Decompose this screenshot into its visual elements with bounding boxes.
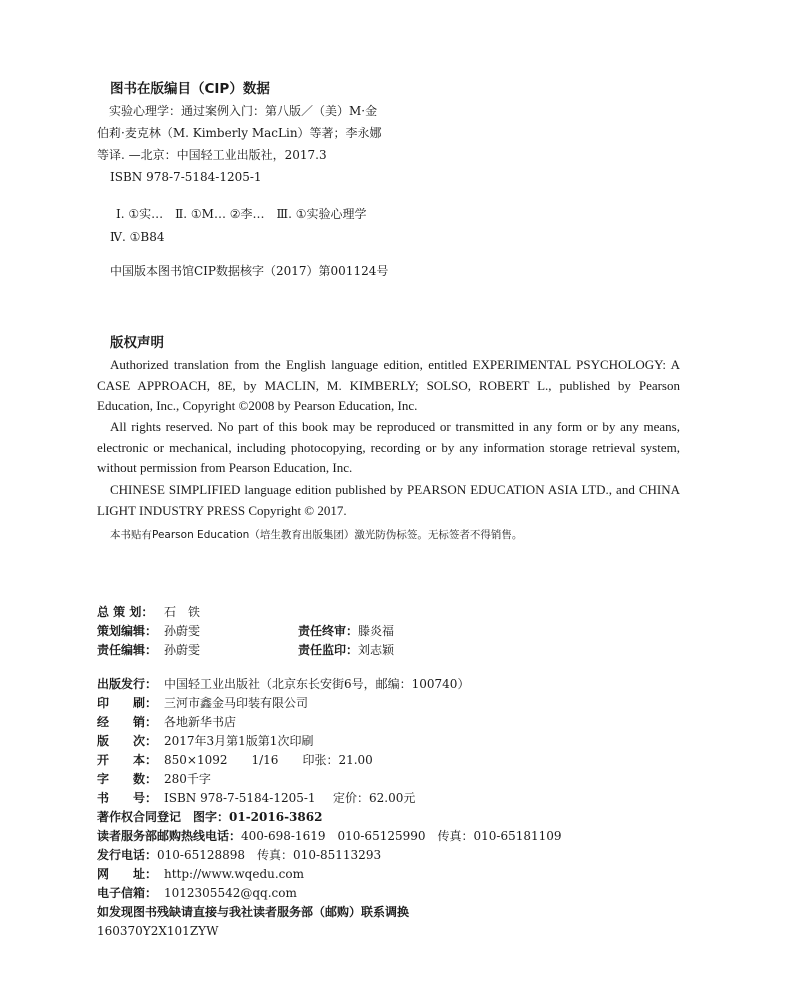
credit-planner-label: 总 策 划： bbox=[97, 605, 154, 619]
pub-email-value: 1012305542@qq.com bbox=[164, 886, 297, 900]
cip-line-1: 实验心理学：通过案例入门：第八版／（美）M·金 bbox=[109, 104, 378, 118]
cip-classification-2: Ⅳ. ①B84 bbox=[110, 230, 165, 244]
pub-contract: 著作权合同登记 图字：01-2016-3862 bbox=[97, 810, 323, 824]
pub-dist-label: 经 销： bbox=[97, 715, 158, 729]
pub-words-label: 字 数： bbox=[97, 772, 158, 786]
pub-dist-value: 各地新华书店 bbox=[164, 715, 237, 729]
pub-edition bbox=[97, 732, 313, 750]
pub-print-label: 印 刷： bbox=[97, 696, 158, 710]
pub-publisher-value: 中国轻工业出版社（北京东长安街6号，邮编：100740） bbox=[164, 677, 470, 691]
pub-format-value: 850×1092 1/16 印张：21.00 bbox=[164, 753, 373, 767]
copyright-paragraph-2: All rights reserved. No part of this book may be reproduced or transmitted in any form or by any means, electronic or mechanical, including photocopying, recording or by any information storage retrieval system, without permission from Pearson Education, Inc. bbox=[97, 419, 680, 475]
credit-resp-editor bbox=[97, 641, 200, 659]
pub-format-label: 开 本： bbox=[97, 753, 158, 767]
pub-isbn-label: 书 号： bbox=[97, 791, 158, 805]
credit-supervisor bbox=[298, 641, 394, 659]
pub-email bbox=[97, 884, 297, 902]
credit-plan-editor bbox=[97, 622, 200, 640]
pub-reader-value: 400-698-1619 010-65125990 传真：010-65181109 bbox=[241, 829, 562, 843]
cip-heading: 图书在版编目（CIP）数据 bbox=[110, 81, 270, 97]
cip-classification-1: Ⅰ. ①实… Ⅱ. ①M… ②李… Ⅲ. ①实验心理学 bbox=[116, 207, 367, 221]
pub-publisher bbox=[97, 675, 469, 693]
copyright-paragraph-3: CHINESE SIMPLIFIED language edition published by PEARSON EDUCATION ASIA LTD., and CHINA LIGHT INDUSTRY PRESS Copyright © 2017. bbox=[97, 482, 680, 518]
pub-words bbox=[97, 770, 211, 788]
pub-dist bbox=[97, 713, 236, 731]
copyright-heading: 版权声明 bbox=[110, 335, 164, 351]
cip-isbn: ISBN 978-7-5184-1205-1 bbox=[110, 170, 262, 184]
pub-code: 160370Y2X101ZYW bbox=[97, 924, 219, 938]
credit-supervisor-value: 刘志颖 bbox=[358, 643, 395, 657]
pub-web-label: 网 址： bbox=[97, 867, 158, 881]
pub-defect-notice: 如发现图书残缺请直接与我社读者服务部（邮购）联系调换 bbox=[97, 905, 410, 919]
credit-planner bbox=[97, 603, 200, 621]
anti-counterfeit-notice: 本书贴有Pearson Education（培生教育出版集团）激光防伪标签。无标签者不得销售。 bbox=[110, 529, 523, 541]
credit-final-review bbox=[298, 622, 394, 640]
credit-final-review-label: 责任终审： bbox=[298, 624, 359, 638]
pub-price: 定价：62.00元 bbox=[333, 791, 416, 805]
pub-sales-value: 010-65128898 传真：010-85113293 bbox=[157, 848, 382, 862]
pub-web bbox=[97, 865, 304, 883]
copyright-paragraph-1: Authorized translation from the English language edition, entitled EXPERIMENTAL PSYCHOLOGY: A CASE APPROACH, 8E, by MACLIN, M. KIMBERLY; SOLSO, ROBERT L., published by Pearson Education, Inc., Copyright ©2008 by Pearson Education, Inc. bbox=[97, 357, 680, 413]
cip-line-2: 伯莉·麦克林（M. Kimberly MacLin）等著；李永娜 bbox=[97, 126, 382, 140]
pub-words-value: 280千字 bbox=[164, 772, 211, 786]
pub-email-label: 电子信箱： bbox=[97, 886, 158, 900]
credit-planner-value: 石 铁 bbox=[164, 605, 201, 619]
cip-verify: 中国版本图书馆CIP数据核字（2017）第001124号 bbox=[110, 264, 389, 278]
pub-web-value: http://www.wqedu.com bbox=[164, 867, 304, 881]
pub-print bbox=[97, 694, 308, 712]
pub-isbn bbox=[97, 789, 316, 807]
pub-publisher-label: 出版发行： bbox=[97, 677, 158, 691]
pub-sales bbox=[97, 846, 381, 864]
pub-print-value: 三河市鑫金马印装有限公司 bbox=[164, 696, 309, 710]
credit-resp-editor-label: 责任编辑： bbox=[97, 643, 158, 657]
credit-plan-editor-label: 策划编辑： bbox=[97, 624, 158, 638]
credit-final-review-value: 滕炎福 bbox=[358, 624, 395, 638]
pub-reader-service bbox=[97, 827, 562, 845]
credit-supervisor-label: 责任监印： bbox=[298, 643, 359, 657]
cip-line-3: 等译. —北京：中国轻工业出版社，2017.3 bbox=[97, 148, 327, 162]
pub-reader-label: 读者服务部邮购热线电话： bbox=[97, 829, 242, 843]
pub-isbn-value: ISBN 978-7-5184-1205-1 bbox=[164, 791, 316, 805]
pub-edition-label: 版 次： bbox=[97, 734, 158, 748]
credit-resp-editor-value: 孙蔚雯 bbox=[164, 643, 201, 657]
pub-edition-value: 2017年3月第1版第1次印刷 bbox=[164, 734, 314, 748]
pub-format bbox=[97, 751, 373, 769]
pub-sales-label: 发行电话： bbox=[97, 848, 158, 862]
credit-plan-editor-value: 孙蔚雯 bbox=[164, 624, 201, 638]
